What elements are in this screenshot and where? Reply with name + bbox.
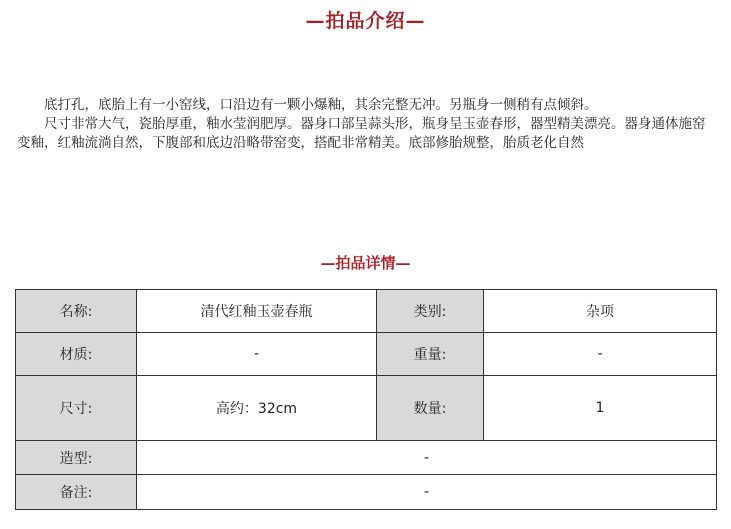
material-value: - — [137, 333, 377, 376]
details-table — [15, 289, 717, 510]
quantity-value: 1 — [484, 376, 717, 441]
size-label: 尺寸: — [16, 376, 137, 441]
table-row — [16, 475, 717, 510]
quantity-label: 数量: — [377, 376, 484, 441]
remarks-label: 备注: — [16, 475, 137, 510]
weight-value: - — [484, 333, 717, 376]
category-label: 类别: — [377, 290, 484, 333]
category-value: 杂项 — [484, 290, 717, 333]
table-row — [16, 290, 717, 333]
table-row — [16, 376, 717, 441]
description-paragraph-2: 尺寸非常大气，瓷胎厚重，釉水莹润肥厚。器身口部呈蒜头形，瓶身呈玉壶春形，器型精美漂亮。器身通体施窑变釉，红釉流淌自然，下腹部和底边沿略带窑变，搭配非常精美。底部修胎规整，胎质老化自然 — [17, 116, 706, 151]
name-value: 清代红釉玉壶春瓶 — [137, 290, 377, 333]
details-heading: —拍品详情— — [320, 254, 411, 272]
size-value: 高约：32cm — [137, 376, 377, 441]
shape-label: 造型: — [16, 441, 137, 475]
table-row — [16, 333, 717, 376]
remarks-value: - — [137, 475, 717, 510]
item-description — [17, 96, 707, 153]
material-label: 材质: — [16, 333, 137, 376]
weight-label: 重量: — [377, 333, 484, 376]
shape-value: - — [137, 441, 717, 475]
page-title: —拍品介绍— — [305, 10, 426, 32]
description-paragraph-1: 底打孔，底胎上有一小窑线，口沿边有一颗小爆釉，其余完整无冲。另瓶身一侧稍有点倾斜。 — [44, 97, 598, 113]
name-label: 名称: — [16, 290, 137, 333]
table-row — [16, 441, 717, 475]
